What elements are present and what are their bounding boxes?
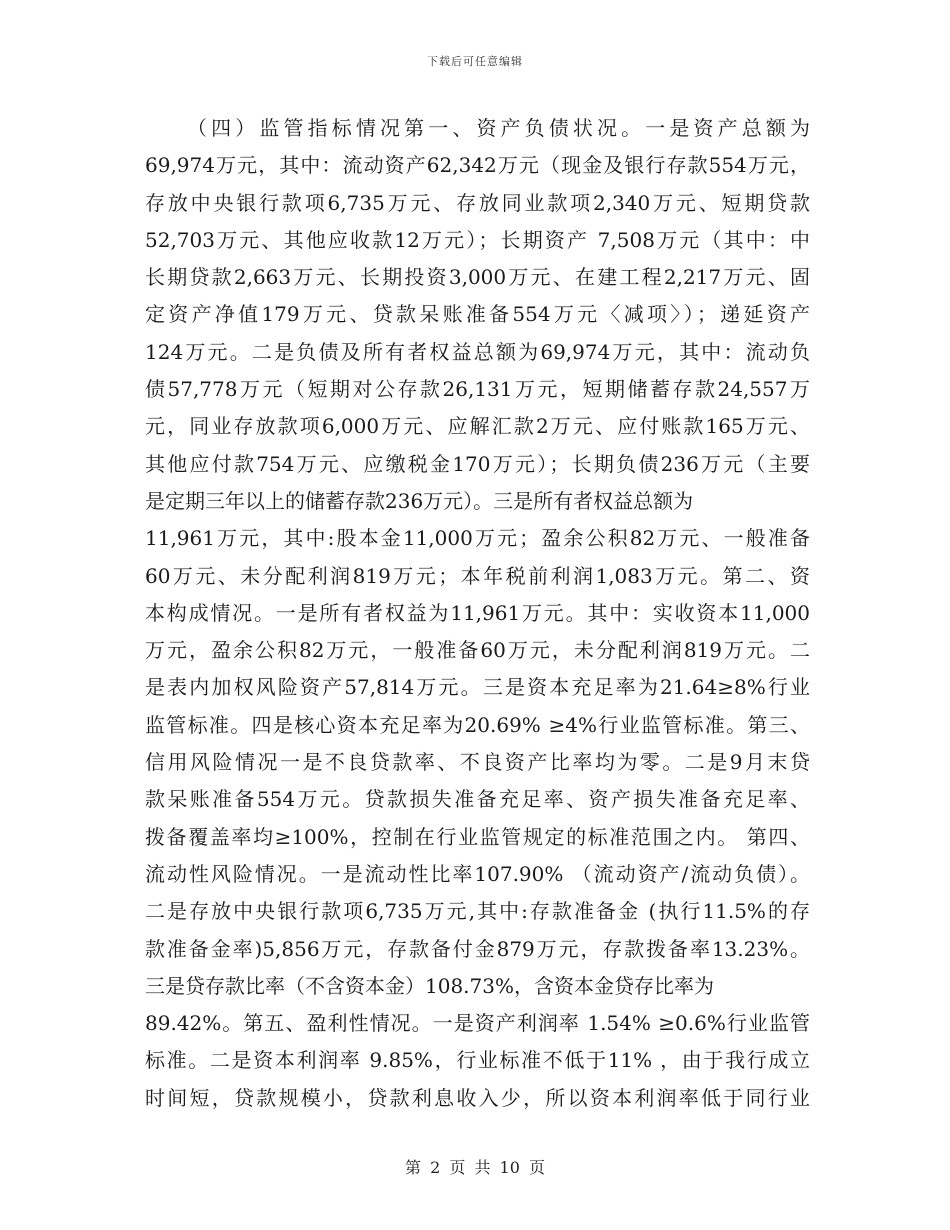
text-line: 监管标准。四是核心资本充足率为20.69% ≥4%行业监管标准。第三、 — [145, 712, 810, 737]
text-line: 款呆账准备554万元。贷款损失准备充足率、资产损失准备充足率、 — [145, 787, 810, 812]
text-line: 债57,778万元（短期对公存款26,131万元，短期储蓄存款24,557万 — [145, 377, 810, 402]
text-line: 60万元、未分配利润819万元；本年税前利润1,083万元。第二、资 — [145, 563, 810, 588]
text-line: 标准。二是资本利润率 9.85%，行业标准不低于11% ，由于我行成立 — [145, 1048, 810, 1073]
text-line: 信用风险情况一是不良贷款率、不良资产比率均为零。二是9月末贷 — [145, 750, 810, 775]
text-line: 万元，盈余公积82万元，一般准备60万元，未分配利润819万元。二 — [145, 638, 810, 663]
text-line: （四）监管指标情况第一、资产负债状况。一是资产总额为 — [187, 116, 810, 140]
text-line: 流动性风险情况。一是流动性比率107.90% （流动资产/流动负债）。 — [145, 861, 810, 886]
text-line: 存放中央银行款项6,735万元、存放同业款项2,340万元、短期贷款 — [145, 190, 810, 215]
text-line: 定资产净值179万元、贷款呆账准备554万元〈减项〉）；递延资产 — [145, 302, 810, 327]
text-line: 其他应付款754万元、应缴税金170万元）；长期负债236万元（主要 — [145, 451, 810, 476]
text-line: 是定期三年以上的储蓄存款236万元）。三是所有者权益总额为 — [145, 488, 694, 513]
text-line: 52,703万元、其他应收款12万元）；长期资产 7,508万元（其中：中 — [145, 227, 810, 252]
page-number: 第 2 页 共 10 页 — [405, 1158, 545, 1177]
text-line: 拨备覆盖率均≥100%，控制在行业监管规定的标准范围之内。 第四、 — [145, 824, 810, 849]
text-line: 11,961万元，其中:股本金11,000万元；盈余公积82万元、一般准备 — [145, 526, 810, 551]
text-line: 69,974万元，其中：流动资产62,342万元（现金及银行存款554万元， — [145, 153, 810, 178]
text-line: 时间短，贷款规模小，贷款利息收入少，所以资本利润率低于同行业 — [145, 1085, 810, 1110]
text-line: 款准备金率)5,856万元，存款备付金879万元，存款拨备率13.23%。 — [145, 936, 810, 961]
text-line: 元，同业存放款项6,000万元、应解汇款2万元、应付账款165万元、 — [145, 414, 810, 439]
page-header-note: 下载后可任意编辑 — [427, 55, 523, 68]
text-line: 本构成情况。一是所有者权益为11,961万元。其中：实收资本11,000 — [145, 600, 810, 625]
text-line: 89.42%。第五、盈利性情况。一是资产利润率 1.54% ≥0.6%行业监管 — [145, 1011, 810, 1036]
text-line: 长期贷款2,663万元、长期投资3,000万元、在建工程2,217万元、固 — [145, 265, 810, 290]
document-body — [145, 110, 810, 1117]
text-line: 三是贷存款比率（不含资本金）108.73%，含资本金贷存比率为 — [145, 973, 714, 998]
text-line: 124万元。二是负债及所有者权益总额为69,974万元，其中：流动负 — [145, 339, 810, 364]
text-line: 是表内加权风险资产57,814万元。三是资本充足率为21.64≥8%行业 — [145, 675, 810, 700]
text-line: 二是存放中央银行款项6,735万元,其中:存款准备金 (执行11.5%的存 — [145, 899, 810, 924]
